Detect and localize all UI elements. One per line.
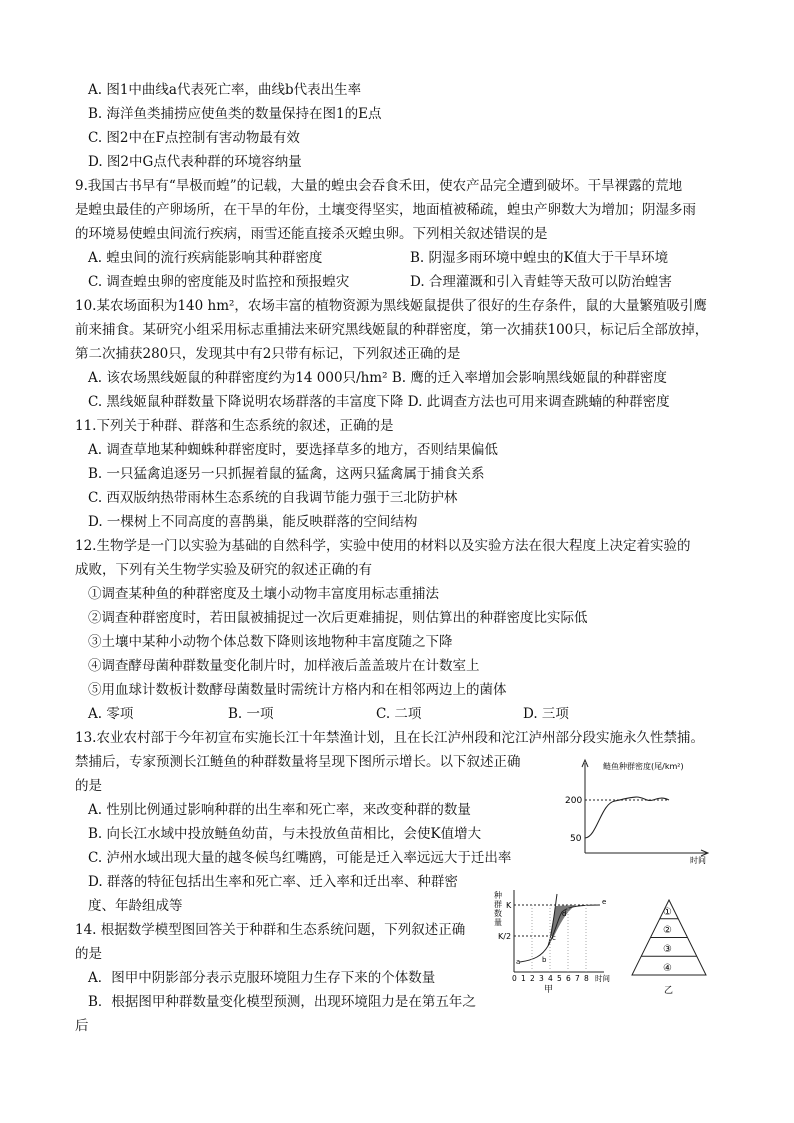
x-tick-1: 1 bbox=[521, 974, 526, 983]
x-tick-0: 0 bbox=[512, 974, 517, 983]
q12-choice-b: B. 一项 bbox=[228, 706, 274, 722]
q14-option-b-line-1: B．根据图甲种群数量变化模型预测，出现环境阻力是在第五年之 bbox=[88, 994, 476, 1010]
q14-figure-jia bbox=[492, 884, 622, 994]
ylabel-char-2: 群 bbox=[494, 900, 502, 909]
point-c: c bbox=[552, 934, 556, 942]
q14-stem-line-1: 14. 根据数学模型图回答关于种群和生态系统问题，下列叙述正确 bbox=[75, 922, 466, 938]
q14-stem-line-2: 的是 bbox=[75, 946, 102, 962]
q12-stem-line-1: 12.生物学是一门以实验为基础的自然科学，实验中使用的材料以及实验方法在很大程度上决定着实验的 bbox=[75, 538, 691, 554]
q12-item-4: ④调查酵母菌种群数量变化制片时，加样液后盖盖玻片在计数室上 bbox=[88, 658, 480, 674]
x-tick-3: 3 bbox=[539, 974, 544, 983]
x-tick-7: 7 bbox=[575, 974, 580, 983]
point-e: e bbox=[602, 898, 607, 906]
level-4: ④ bbox=[663, 963, 672, 974]
q12-item-3: ③土壤中某种小动物个体总数下降则该地物种丰富度随之下降 bbox=[88, 634, 453, 650]
point-a: a bbox=[516, 958, 521, 966]
y-axis-label: 鲢鱼种群密度(尾/km²) bbox=[603, 762, 684, 771]
x-tick-4: 4 bbox=[548, 974, 553, 983]
q13-option-d-line-1: D. 群落的特征包括出生率和死亡率、迁入率和迁出率、种群密 bbox=[88, 874, 458, 890]
q10-stem-line-3: 第二次捕获280只，发现其中有2只带有标记，下列叙述正确的是 bbox=[75, 346, 461, 362]
population-curve bbox=[585, 797, 669, 838]
q13-option-b: B. 向长江水域中投放鲢鱼幼苗，与未投放鱼苗相比，会使K值增大 bbox=[88, 826, 482, 842]
x-tick-2: 2 bbox=[530, 974, 535, 983]
q9-stem-line-3: 的环境易使蝗虫间流行疾病，雨雪还能直接杀灭蝗虫卵。下列相关叙述错误的是 bbox=[75, 226, 548, 242]
q9-option-c: C. 调查蝗虫卵的密度能及时监控和预报蝗灾 bbox=[88, 274, 350, 290]
y-tick-k-half: K/2 bbox=[498, 932, 512, 941]
figure-caption: 乙 bbox=[664, 986, 674, 996]
q13-stem-line-1: 13.农业农村部于今年初宣布实施长江十年禁渔计划，且在长江泸州段和沱江泸州部分段实施永久性禁捕。 bbox=[75, 730, 704, 746]
q13-option-d-line-2: 度、年龄组成等 bbox=[88, 898, 183, 914]
q13-option-c: C. 泸州水域出现大量的越冬候鸟红嘴鸥，可能是迁入率远远大于迁出率 bbox=[88, 850, 512, 866]
q10-stem-line-1: 10.某农场面积为140 hm²，农场丰富的植物资源为黑线姬鼠提供了很好的生存条件，鼠的大量繁殖吸引鹰 bbox=[75, 298, 707, 314]
level-3: ③ bbox=[663, 944, 672, 955]
x-tick-8: 8 bbox=[584, 974, 589, 983]
q11-option-a: A. 调查草地某种蜘蛛种群密度时，要选择草多的地方，否则结果偏低 bbox=[88, 442, 498, 458]
q14-option-b-line-2: 后 bbox=[75, 1018, 89, 1034]
figure-caption: 甲 bbox=[544, 985, 554, 994]
q10-options-ab: A. 该农场黑线姬鼠的种群密度约为14 000只/hm² B. 鹰的迁入率增加会影响黑线姬鼠的种群密度 bbox=[88, 370, 667, 386]
q12-item-5: ⑤用血球计数板计数酵母菌数量时需统计方格内和在相邻两边上的菌体 bbox=[88, 682, 507, 698]
q12-choice-a: A. 零项 bbox=[88, 706, 134, 722]
q11-option-c: C. 西双版纳热带雨林生态系统的自我调节能力强于三北防护林 bbox=[88, 490, 458, 506]
x-tick-6: 6 bbox=[566, 974, 571, 983]
q13-stem-line-3: 的是 bbox=[75, 778, 102, 794]
x-axis-label: 时间 bbox=[595, 974, 610, 983]
q12-item-1: ①调查某种鱼的种群密度及土壤小动物丰富度用标志重捕法 bbox=[88, 586, 439, 602]
level-2: ② bbox=[663, 925, 672, 936]
x-axis-label: 时间 bbox=[690, 856, 706, 865]
ylabel-char-1: 种 bbox=[494, 891, 502, 900]
q11-option-b: B. 一只猛禽追逐另一只抓握着鼠的猛禽，这两只猛禽属于捕食关系 bbox=[88, 466, 485, 482]
q9-option-a: A. 蝗虫间的流行疾病能影响其种群密度 bbox=[88, 250, 323, 266]
y-tick-k: K bbox=[506, 901, 512, 910]
q8-option-a: A. 图1中曲线a代表死亡率，曲线b代表出生率 bbox=[88, 82, 362, 98]
q9-stem-line-2: 是蝗虫最佳的产卵场所，在干旱的年份，土壤变得坚实，地面植被稀疏，蝗虫产卵数大为增加；阴湿多雨 bbox=[75, 202, 696, 218]
q14-option-a: A．图甲中阴影部分表示克服环境阻力生存下来的个体数量 bbox=[88, 970, 436, 986]
q8-option-b: B. 海洋鱼类捕捞应使鱼类的数量保持在图1的E点 bbox=[88, 106, 382, 122]
ylabel-char-3: 数 bbox=[494, 909, 502, 918]
q9-option-d: D. 合理灌溉和引入青蛙等天敌可以防治蝗害 bbox=[410, 274, 672, 290]
q11-stem: 11.下列关于种群、群落和生态系统的叙述，正确的是 bbox=[75, 418, 394, 434]
y-tick-50: 50 bbox=[570, 834, 582, 844]
q8-option-c: C. 图2中在F点控制有害动物最有效 bbox=[88, 130, 300, 146]
q10-options-cd: C. 黑线姬鼠种群数量下降说明农场群落的丰富度下降 D. 此调查方法也可用来调查跳蝻的种群密度 bbox=[88, 394, 670, 410]
x-tick-5: 5 bbox=[557, 974, 562, 983]
q13-option-a: A. 性别比例通过影响种群的出生率和死亡率，来改变种群的数量 bbox=[88, 802, 471, 818]
q12-choice-d: D. 三项 bbox=[523, 706, 569, 722]
q12-item-2: ②调查种群密度时，若田鼠被捕捉过一次后更难捕捉，则估算出的种群密度比实际低 bbox=[88, 610, 588, 626]
q9-option-b: B. 阴湿多雨环境中蝗虫的K值大于干旱环境 bbox=[410, 250, 669, 266]
q12-stem-line-2: 成败，下列有关生物学实验及研究的叙述正确的有 bbox=[75, 562, 372, 578]
y-tick-200: 200 bbox=[565, 796, 583, 806]
level-1: ① bbox=[663, 907, 672, 918]
q8-option-d: D. 图2中G点代表种群的环境容纳量 bbox=[88, 154, 302, 170]
q11-option-d: D. 一棵树上不同高度的喜鹊巢，能反映群落的空间结构 bbox=[88, 514, 418, 530]
ylabel-char-4: 量 bbox=[494, 918, 502, 927]
q12-choice-c: C. 二项 bbox=[376, 706, 422, 722]
q14-figure-yi-pyramid bbox=[628, 895, 710, 997]
q10-stem-line-2: 前来捕食。某研究小组采用标志重捕法来研究黑线姬鼠的种群密度，第一次捕获100只，标记后全部放掉， bbox=[75, 322, 709, 338]
point-d: d bbox=[562, 910, 567, 918]
q13-population-chart bbox=[555, 755, 715, 865]
q13-stem-line-2: 禁捕后，专家预测长江鲢鱼的种群数量将呈现下图所示增长。以下叙述正确 bbox=[75, 754, 521, 770]
point-b: b bbox=[542, 956, 547, 964]
q9-stem-line-1: 9.我国古书早有“旱极而蝗”的记载，大量的蝗虫会吞食禾田，使农产品完全遭到破坏。干旱裸露的荒地 bbox=[75, 178, 683, 194]
